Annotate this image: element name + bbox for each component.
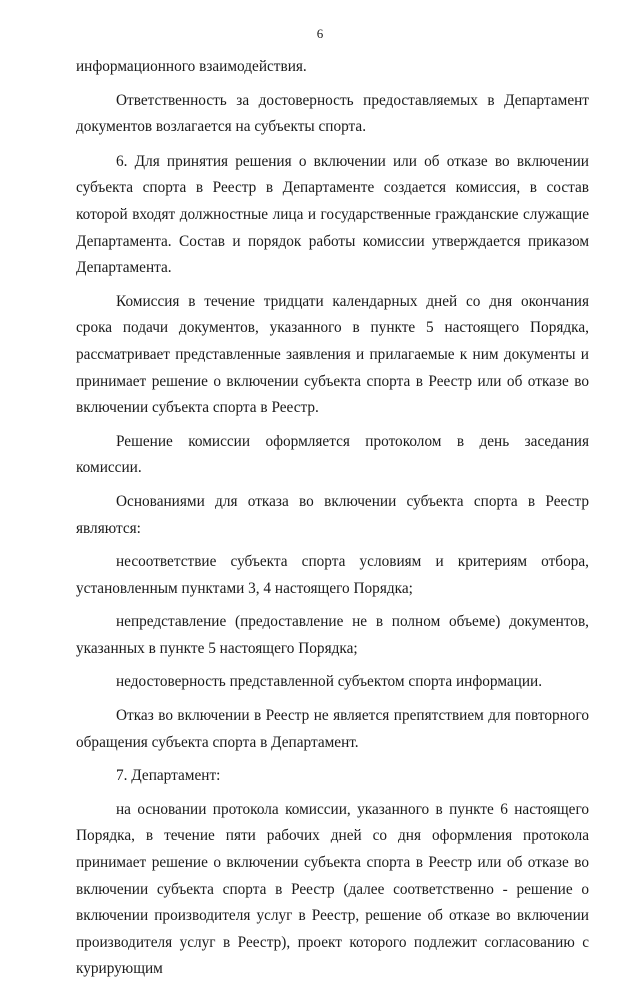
paragraph-repeat-application: Отказ во включении в Реестр не является препятствием для повторного обращения субъекта спорта в Департамент. bbox=[76, 707, 589, 751]
paragraph-clause-6: 6. Для принятия решения о включении или об отказе во включении субъекта спорта в Реестр в Департаменте создается комиссия, в состав которой входят должностные лица и государственные гражданские служащие Департамента. Состав и порядок работы комиссии утверждается приказом Департамента. bbox=[76, 152, 589, 277]
paragraph-clause-7: 7. Департамент: bbox=[116, 767, 221, 785]
paragraph-refusal-grounds: Основаниями для отказа во включении субъекта спорта в Реестр являются: bbox=[76, 492, 589, 537]
paragraph-commission-review: Комиссия в течение тридцати календарных дней со дня окончания срока подачи документов, указанного в пункте 5 настоящего Порядка, рассматривает представленные заявления и прилагаемые к ним документы и принимает решение о включении субъекта спорта в Реестр или об отказе во включении субъекта спорта в Реестр. bbox=[76, 292, 589, 417]
page-number: 6 bbox=[316, 26, 324, 41]
paragraph-ground-nonconformity: несоответствие субъекта спорта условиям и критериям отбора, установленным пунктами 3, 4 настоящего Порядка; bbox=[76, 553, 589, 597]
document-body bbox=[76, 54, 589, 990]
paragraph-protocol: Решение комиссии оформляется протоколом в день заседания комиссии. bbox=[76, 432, 589, 477]
paragraph-responsibility: Ответственность за достоверность предоставляемых в Департамент документов возлагается на субъекты спорта. bbox=[76, 91, 589, 136]
paragraph-department-decision: на основании протокола комиссии, указанного в пункте 6 настоящего Порядка, в течение пяти рабочих дней со дня оформления протокола принимает решение о включении субъекта спорта в Реестр или об отказе во включении субъекта спорта в Реестр (далее соответственно - решение о включении производителя услуг в Реестр, решение об отказе во включении производителя услуг в Реестр), проект которого подлежит согласованию с курирующим bbox=[76, 800, 589, 978]
paragraph-ground-unreliability: недостоверность представленной субъектом спорта информации. bbox=[116, 673, 543, 691]
paragraph-ground-nonsubmission: непредставление (предоставление не в полном объеме) документов, указанных в пункте 5 настоящего Порядка; bbox=[76, 613, 589, 657]
paragraph-continuation: информационного взаимодействия. bbox=[76, 58, 307, 75]
